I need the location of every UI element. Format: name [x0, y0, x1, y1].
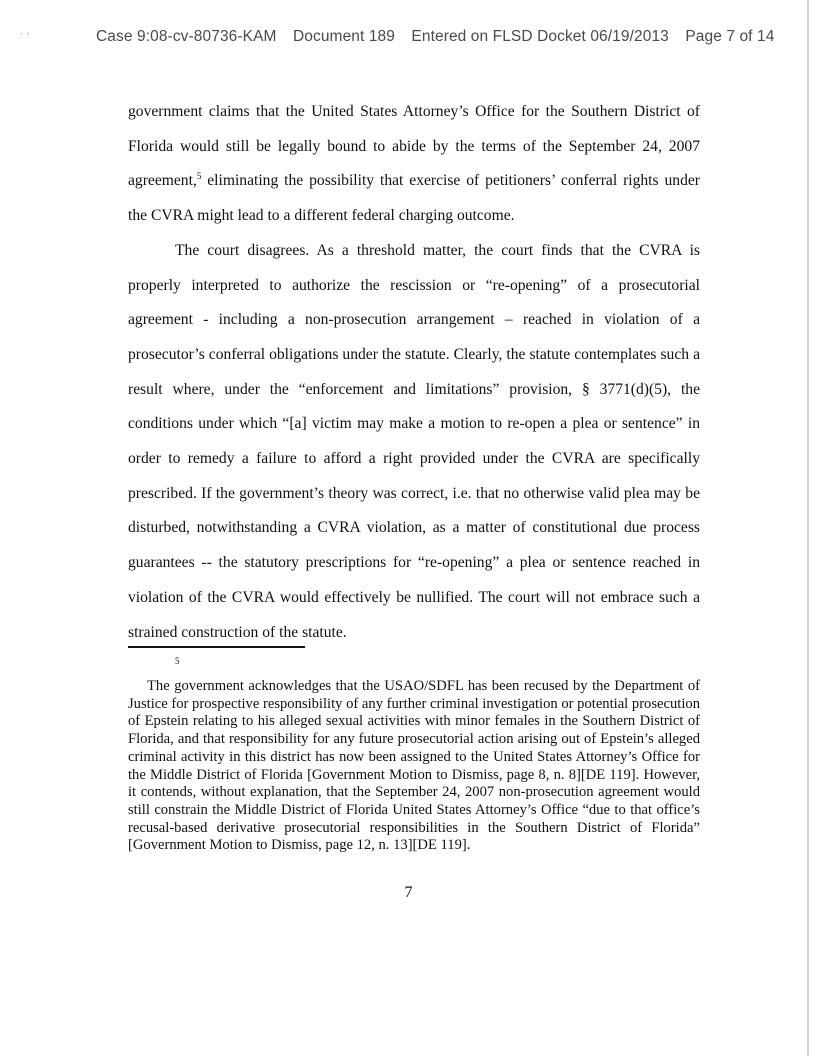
scan-specks: ˙ ˙ [20, 32, 30, 43]
document-body [128, 95, 700, 650]
footnote-marker: 5 [175, 656, 180, 666]
docket-header [96, 28, 786, 46]
document-number: Document 189 [292, 28, 395, 45]
footnote-divider [128, 646, 305, 648]
page-count: Page 7 of 14 [685, 28, 775, 45]
paragraph-1-text-b: eliminating the possibility that exercise of petitioners’ conferral rights under the CVRA might lead to a different federal charging outcome. [128, 172, 700, 225]
paragraph-1-text-a: government claims that the United States Attorney’s Office for the Southern District of Florida would still be legally bound to abide by the terms of the September 24, 2007 agreement, [128, 103, 700, 190]
docket-entry-date: Entered on FLSD Docket 06/19/2013 [411, 28, 669, 45]
page-number: 7 [404, 884, 413, 901]
footnote-reference: 5 [196, 171, 202, 182]
paragraph-2: The court disagrees. As a threshold matter, the court finds that the CVRA is properly interpreted to authorize the rescission or “re-opening” of a prosecutorial agreement - including a non-prosecution arrangement – reached in violation of a prosecutor’s conferral obligations under the statute. Clearly, the statute contemplates such a result where, under the “enforcement and limitations” provision, § 3771(d)(5), the conditions under which “[a] victim may make a motion to re-open a plea or sentence” in order to remedy a failure to afford a right provided under the CVRA are specifically prescribed. If the government’s theory was correct, i.e. that no otherwise valid plea may be disturbed, notwithstanding a CVRA violation, as a matter of constitutional due process guarantees -- the statutory prescriptions for “re-opening” a plea or sentence reached in violation of the CVRA would effectively be nullified. The court will not embrace such a strained construction of the statute. [128, 241, 700, 641]
case-number: Case 9:08-cv-80736-KAM [96, 28, 277, 45]
footnote-text: The government acknowledges that the USAO/SDFL has been recused by the Department of Justice for prospective responsibility of any further criminal investigation or potential prosecution of Epstein relating to his alleged sexual activities with minor females in the Southern District of Florida, and that responsibility for any future prosecutorial action arising out of Epstein’s alleged criminal activity in this district has now been assigned to the United States Attorney’s Office for the Middle District of Florida [Government Motion to Dismiss, page 8, n. 8][DE 119]. However, it contends, without explanation, that the September 24, 2007 non-prosecution agreement would still constrain the Middle District of Florida United States Attorney’s Office “due to that office’s recusal-based derivative prosecutorial responsibilities in the Southern District of Florida” [Government Motion to Dismiss, page 12, n. 13][DE 119]. [128, 678, 700, 854]
paragraph-1 [128, 95, 700, 234]
footnote [128, 678, 700, 855]
